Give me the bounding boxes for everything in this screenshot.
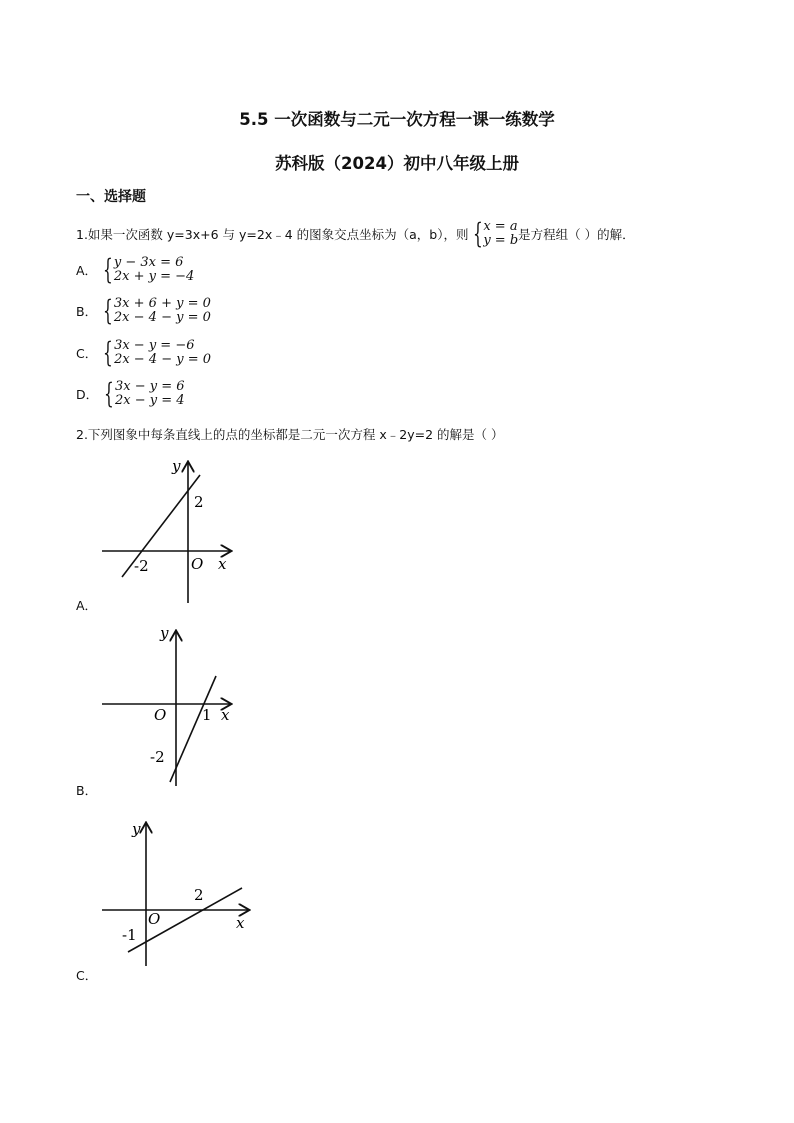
graph-b xyxy=(96,622,246,792)
tick-label: 2 xyxy=(194,493,204,511)
option-b[interactable] xyxy=(76,294,211,327)
graph-a xyxy=(96,455,246,605)
system-eq-2: y = b xyxy=(483,233,519,248)
tick-label: -2 xyxy=(134,557,149,575)
option-eq: 3x + 6 + y = 0 xyxy=(113,296,211,311)
graph-line xyxy=(170,676,216,782)
tick-label: -2 xyxy=(150,748,165,766)
graph-a-label[interactable]: A． xyxy=(76,598,98,613)
tick-label: -1 xyxy=(122,926,137,944)
option-c[interactable] xyxy=(76,336,212,369)
graph-c-label[interactable]: C． xyxy=(76,968,98,983)
option-letter: B． xyxy=(76,304,98,319)
page-title: 5.5 一次函数与二元一次方程一课一练数学 xyxy=(239,110,555,129)
option-eq: 3x − y = 6 xyxy=(114,379,185,394)
option-letter: A． xyxy=(76,263,98,278)
x-label: x xyxy=(218,555,227,573)
brace-icon: { xyxy=(104,377,114,410)
brace-icon: { xyxy=(103,294,113,327)
system-eq-1: x = a xyxy=(483,219,518,234)
brace-icon: { xyxy=(472,217,483,250)
x-label: x xyxy=(221,706,230,724)
graph-line xyxy=(128,888,242,952)
option-eq: 2x − 4 − y = 0 xyxy=(114,352,212,367)
x-label: x xyxy=(236,914,245,932)
y-label: y xyxy=(160,624,169,642)
option-d[interactable] xyxy=(76,377,185,410)
y-label: y xyxy=(172,457,181,475)
y-label: y xyxy=(132,820,141,838)
graph-c xyxy=(96,818,256,970)
brace-icon: { xyxy=(103,253,113,286)
origin-label: O xyxy=(154,706,167,724)
page-subtitle: 苏科版（2024）初中八年级上册 xyxy=(275,154,519,173)
option-eq: 2x − 4 − y = 0 xyxy=(113,310,211,325)
option-eq: y − 3x = 6 xyxy=(113,255,184,270)
section-heading: 一、选择题 xyxy=(76,189,146,205)
origin-label: O xyxy=(148,910,161,928)
tick-label: 1 xyxy=(202,706,212,724)
graph-b-label[interactable]: B． xyxy=(76,783,98,798)
option-a[interactable] xyxy=(76,253,195,286)
question-1 xyxy=(76,217,635,250)
question-1-suffix: 是方程组（ ）的解． xyxy=(518,227,635,242)
option-letter: D． xyxy=(76,387,99,402)
option-eq: 2x − y = 4 xyxy=(114,393,185,408)
brace-icon: { xyxy=(103,336,114,369)
option-letter: C． xyxy=(76,346,98,361)
option-eq: 2x + y = −4 xyxy=(113,269,195,284)
question-1-system xyxy=(469,217,519,250)
origin-label: O xyxy=(191,555,204,573)
question-1-prefix: 1.如果一次函数 y=3x+6 与 y=2x﹣4 的图象交点坐标为（a，b），则 xyxy=(76,227,469,242)
tick-label: 2 xyxy=(194,886,204,904)
option-eq: 3x − y = −6 xyxy=(114,338,195,353)
question-2: 2.下列图象中每条直线上的点的坐标都是二元一次方程 x﹣2y=2 的解是（ ） xyxy=(76,427,504,442)
